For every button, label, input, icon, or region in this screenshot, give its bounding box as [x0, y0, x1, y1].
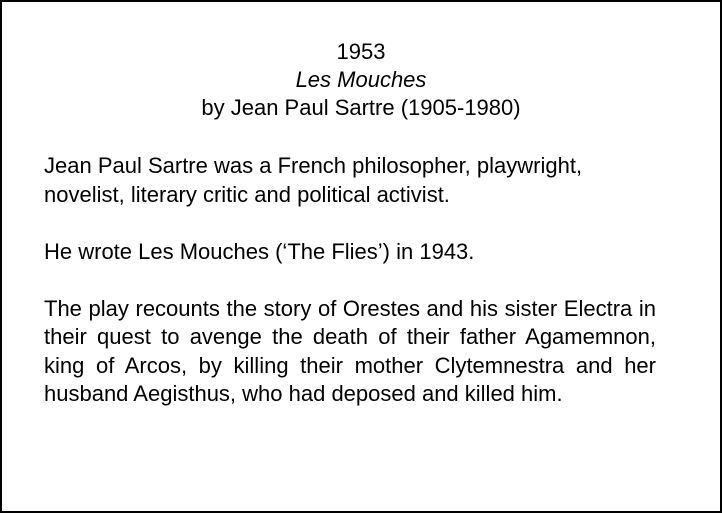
author-line: by Jean Paul Sartre (1905-1980)	[201, 95, 521, 120]
year-heading: 1953	[336, 39, 386, 64]
paragraph-written: He wrote Les Mouches (‘The Flies’) in 1943.	[44, 238, 475, 264]
body-text	[44, 152, 656, 437]
play-title: Les Mouches	[295, 67, 427, 92]
heading-block	[2, 38, 720, 122]
paragraph-biography: Jean Paul Sartre was a French philosopher, playwright, novelist, literary critic and political activist.	[44, 153, 583, 207]
paragraph-plot: The play recounts the story of Orestes and his sister Electra in their quest to avenge the death of their father Agamemnon, king of Arcos, by killing their mother Clytemnestra and her husband Aegisthus, who had deposed and killed him.	[44, 295, 656, 406]
